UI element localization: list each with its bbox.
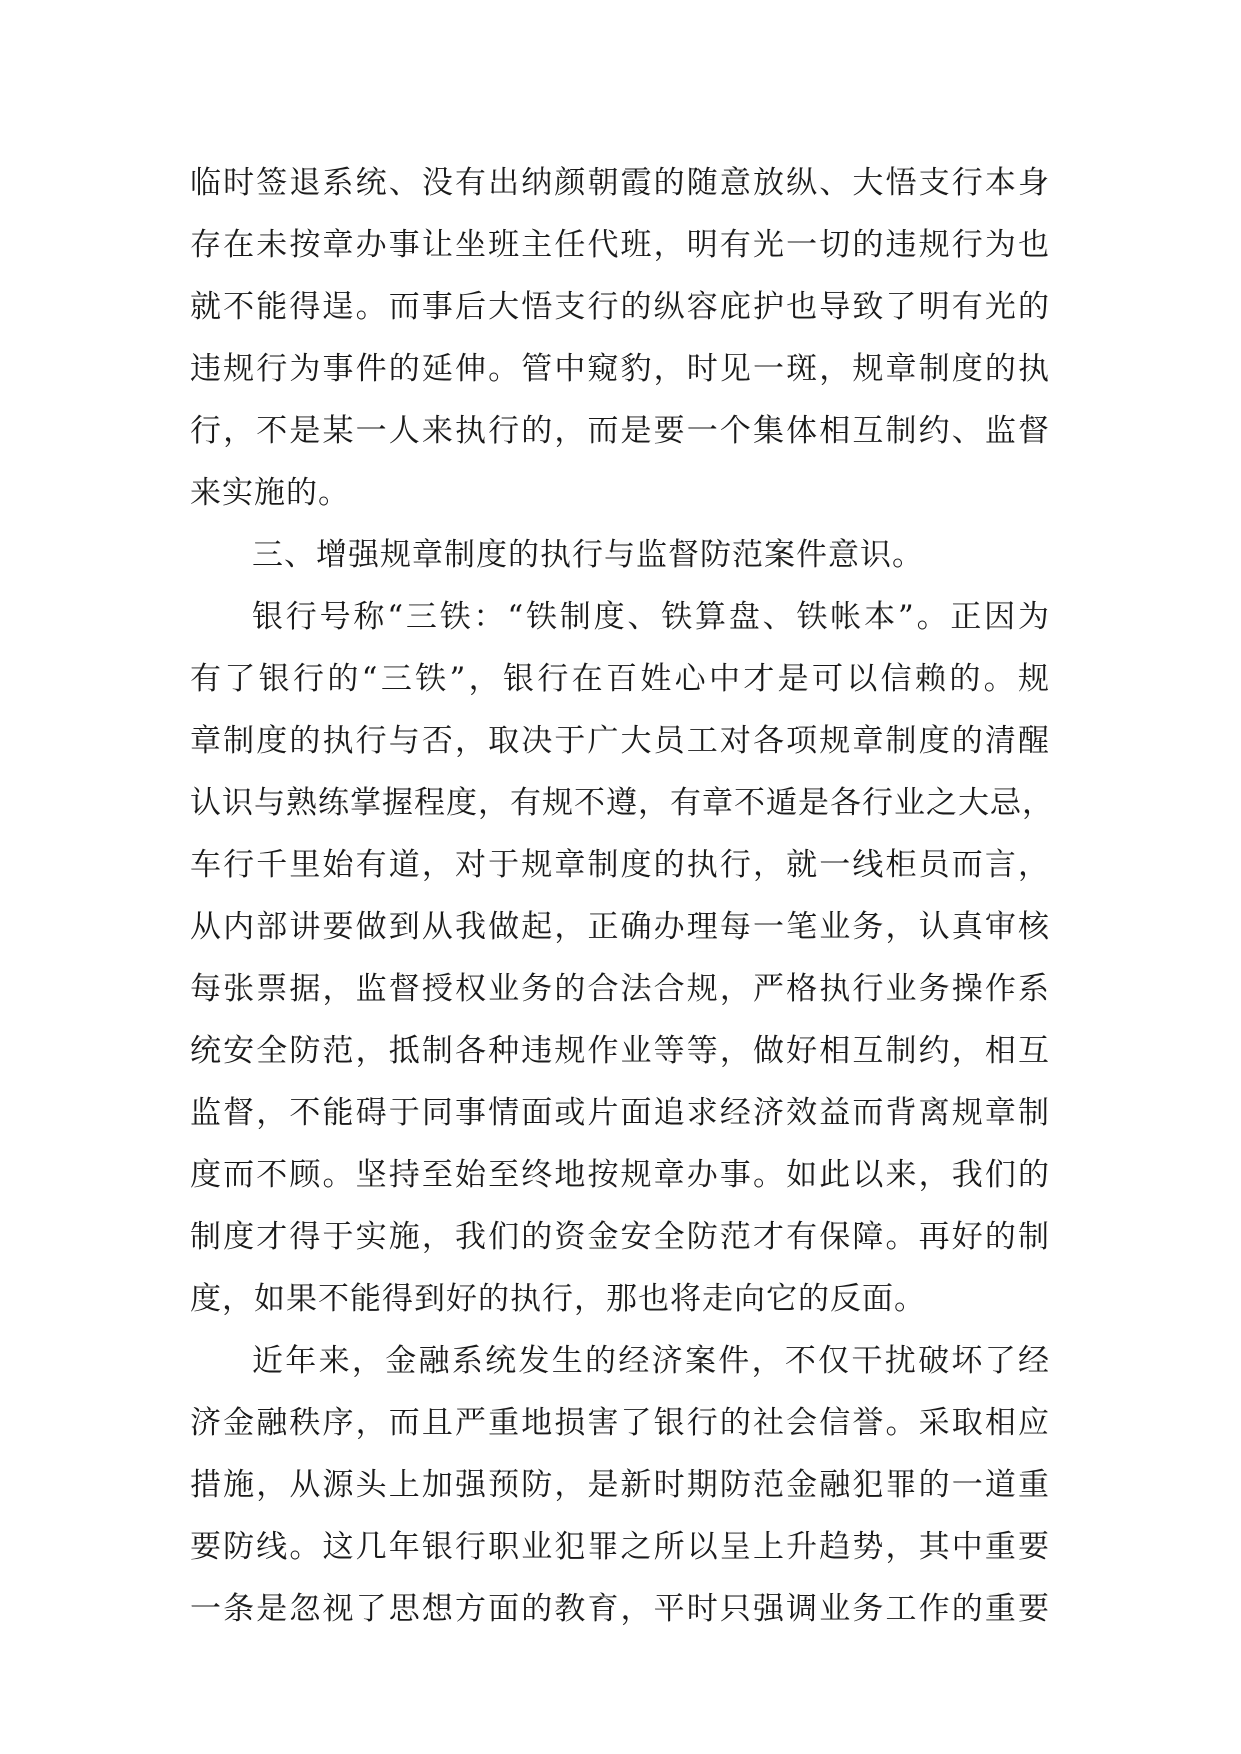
text-line: 从内部讲要做到从我做起，正确办理每一笔业务，认真审核 [190, 909, 1050, 945]
text-line: 每张票据，监督授权业务的合法合规，严格执行业务操作系 [190, 971, 1050, 1007]
text-line: 车行千里始有道，对于规章制度的执行，就一线柜员而言， [190, 847, 1050, 883]
text-line: 违规行为事件的延伸。管中窥豹，时见一斑，规章制度的执 [190, 351, 1050, 387]
body-text [190, 152, 1054, 1640]
text-line: 济金融秩序，而且严重地损害了银行的社会信誉。采取相应 [190, 1405, 1050, 1441]
text-line: 度，如果不能得到好的执行，那也将走向它的反面。 [190, 1281, 926, 1317]
text-line: 一条是忽视了思想方面的教育，平时只强调业务工作的重要 [190, 1591, 1050, 1627]
text-line: 就不能得逞。而事后大悟支行的纵容庇护也导致了明有光的 [190, 289, 1050, 325]
text-line: 认识与熟练掌握程度，有规不遵，有章不遁是各行业之大忌， [190, 785, 1054, 821]
text-line: 要防线。这几年银行职业犯罪之所以呈上升趋势，其中重要 [190, 1529, 1050, 1565]
section-heading: 三、增强规章制度的执行与监督防范案件意识。 [252, 537, 924, 573]
text-line: 近年来，金融系统发生的经济案件，不仅干扰破坏了经 [252, 1343, 1050, 1379]
text-line: 制度才得于实施，我们的资金安全防范才有保障。再好的制 [190, 1219, 1050, 1255]
text-line: 来实施的。 [190, 475, 350, 511]
text-line: 章制度的执行与否，取决于广大员工对各项规章制度的清醒 [190, 723, 1050, 759]
text-line: 临时签退系统、没有出纳颜朝霞的随意放纵、大悟支行本身 [190, 165, 1050, 201]
text-line: 措施，从源头上加强预防，是新时期防范金融犯罪的一道重 [190, 1467, 1050, 1503]
text-line: 度而不顾。坚持至始至终地按规章办事。如此以来，我们的 [190, 1157, 1050, 1193]
text-line: 银行号称“三铁：“铁制度、铁算盘、铁帐本”。正因为 [252, 599, 1050, 635]
text-line: 有了银行的“三铁”，银行在百姓心中才是可以信赖的。规 [190, 661, 1050, 697]
text-line: 统安全防范，抵制各种违规作业等等，做好相互制约，相互 [190, 1033, 1050, 1069]
text-line: 存在未按章办事让坐班主任代班，明有光一切的违规行为也 [190, 227, 1050, 263]
text-line: 行，不是某一人来执行的，而是要一个集体相互制约、监督 [190, 413, 1050, 449]
text-line: 监督，不能碍于同事情面或片面追求经济效益而背离规章制 [190, 1095, 1050, 1131]
